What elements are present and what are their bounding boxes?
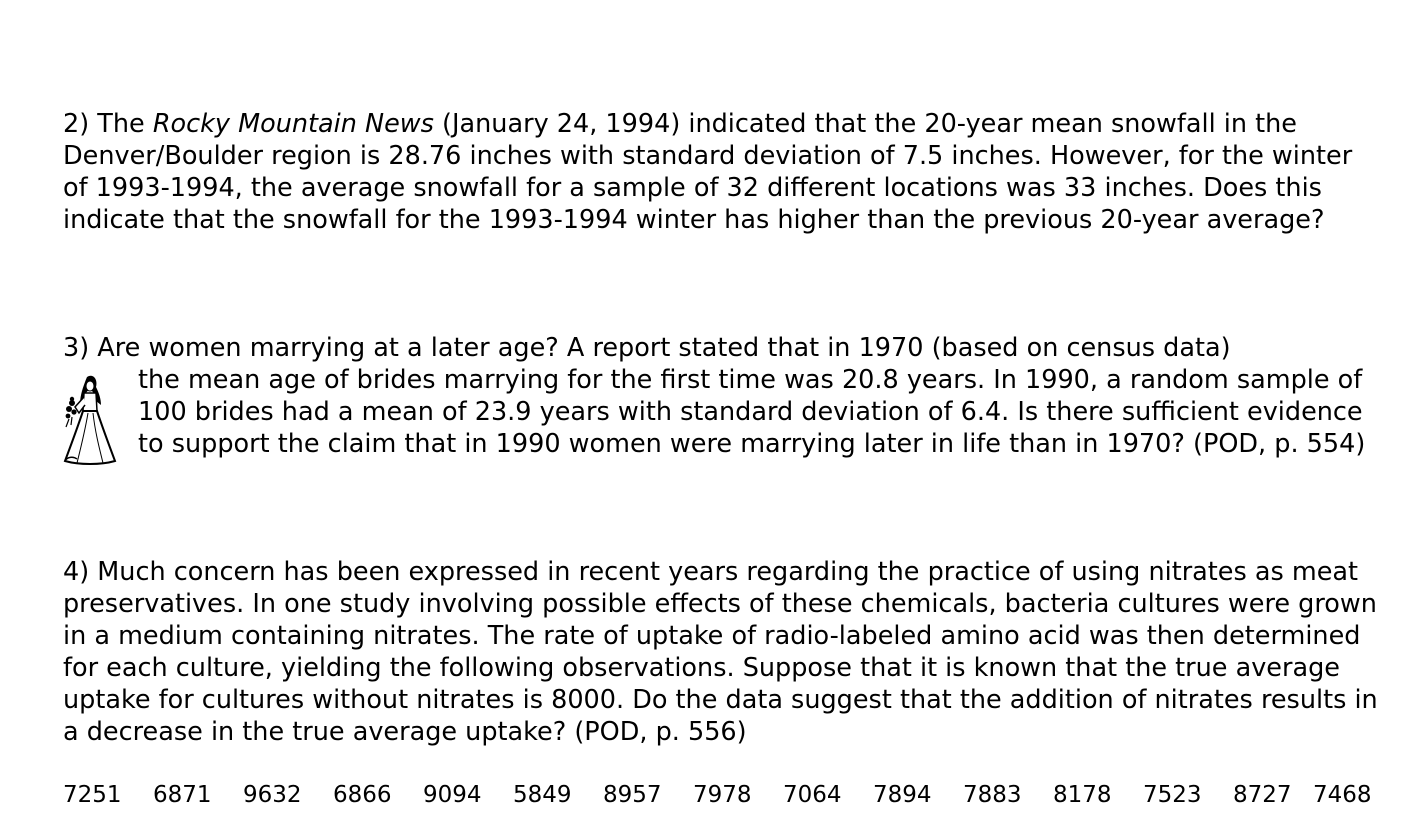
bride-icon — [63, 373, 117, 466]
observation-value: 9094 — [423, 782, 482, 808]
problem-2 — [63, 108, 1383, 236]
observation-value: 7468 — [1313, 782, 1372, 808]
observation-value: 8178 — [1053, 782, 1112, 808]
problem-3-text: the mean age of brides marrying for the first time was 20.8 years. In 1990, a random sample of 100 brides had a mean of 23.9 years with standard deviation of 6.4. Is there sufficient evidence to support the claim that in 1990 women were marrying later in life than in 1970? (POD, p. 554) — [138, 365, 1366, 459]
observation-value: 8957 — [603, 782, 662, 808]
observation-value: 7251 — [63, 782, 122, 808]
observation-value: 5849 — [513, 782, 572, 808]
worksheet-page — [63, 0, 1393, 836]
observation-value: 9632 — [243, 782, 302, 808]
problem-3 — [63, 332, 1383, 460]
observation-value: 6866 — [333, 782, 392, 808]
observation-value: 7064 — [783, 782, 842, 808]
observation-value: 6871 — [153, 782, 212, 808]
observation-value: 7523 — [1143, 782, 1202, 808]
problem-2-prefix: 2) The — [63, 109, 153, 139]
observation-value: 7978 — [693, 782, 752, 808]
observation-value: 8727 — [1233, 782, 1292, 808]
observation-value: 7883 — [963, 782, 1022, 808]
problem-4-text: 4) Much concern has been expressed in recent years regarding the practice of using nitrates as meat preservatives. In one study involving possible effects of these chemicals, bacteria cultures were grown in a medium containing nitrates. The rate of uptake of radio-labeled amino acid was then determined for each culture, yielding the following observations. Suppose that it is known that the true average uptake for cultures without nitrates is 8000. Do the data suggest that the addition of nitrates results in a decrease in the true average uptake? (POD, p. 556) — [63, 557, 1378, 747]
problem-4 — [63, 556, 1383, 748]
problem-3-first-line: 3) Are women marrying at a later age? A report stated that in 1970 (based on census data) — [63, 333, 1231, 363]
problem-2-newspaper-title: Rocky Mountain News — [152, 109, 434, 139]
observation-value: 7894 — [873, 782, 932, 808]
problem-2-text: (January 24, 1994) indicated that the 20-year mean snowfall in the Denver/Boulder region is 28.76 inches with standard deviation of 7.5 inches. However, for the winter of 1993-1994, the average snowfall for a sample of 32 different locations was 33 inches. Does this indicate that the snowfall for the 1993-1994 winter has higher than the previous 20-year average? — [63, 109, 1353, 235]
